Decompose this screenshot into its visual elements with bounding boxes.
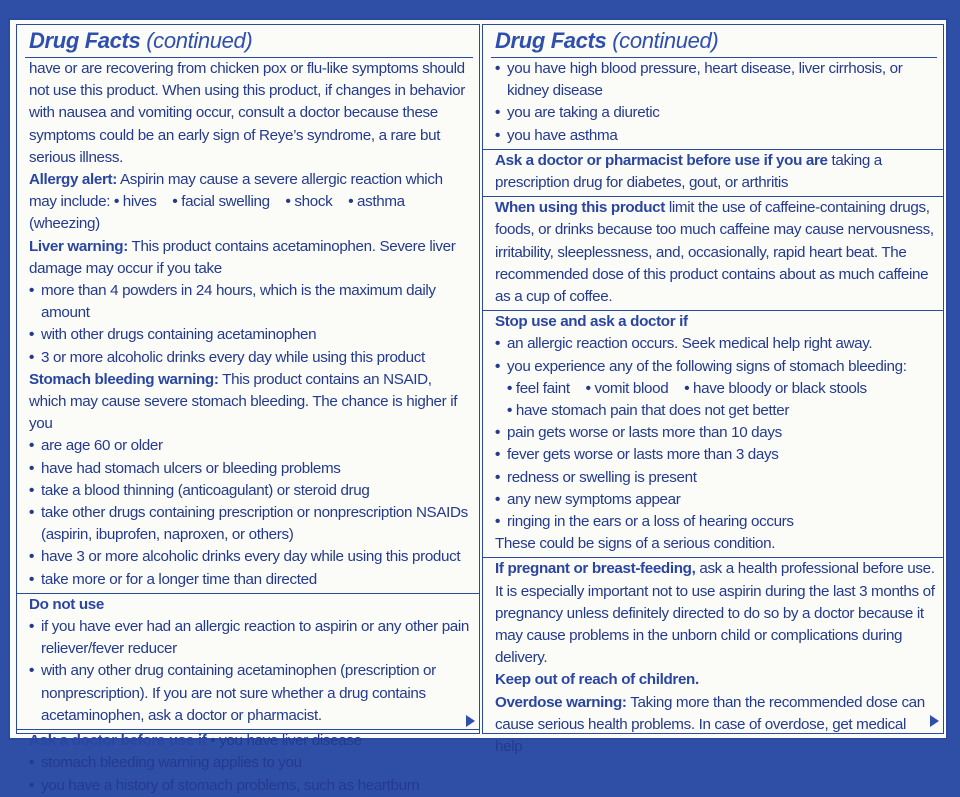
ask-pharmacist-title: Ask a doctor or pharmacist before use if you are <box>495 151 828 169</box>
stomach-title: Stomach bleeding warning: <box>29 370 219 388</box>
when-using-section <box>483 196 943 308</box>
overdose-title: Overdose warning: <box>495 693 627 711</box>
when-using-text: limit the use of caffeine-containing drugs, foods, or drinks because too much caffeine may cause nervousness, irritability, sleeplessness, and, occasionally, rapid heart beat. The recommended dose of this product contains about as much caffeine as a cup of coffee. <box>495 199 934 306</box>
list-item: • more than 4 powders in 24 hours, which is the maximum daily amount <box>29 282 436 322</box>
list-item: • redness or swelling is present <box>495 468 697 486</box>
list-item: • an allergic reaction occurs. Seek medical help right away. <box>495 335 873 353</box>
intro-text: have or are recovering from chicken pox or flu-like symptoms should not use this product. When using this product, if changes in behavior with nausea and vomiting occur, consult a doctor because these symptoms could be an early sign of Reye’s syndrome, a rare but serious illness. <box>29 60 465 166</box>
stomach-warning <box>29 369 471 436</box>
do-not-use-section <box>17 593 479 727</box>
stop-use-section <box>483 310 943 555</box>
list-item: • any new symptoms appear <box>495 490 681 508</box>
allergy-item: • asthma (wheezing) <box>29 193 405 233</box>
list-item: • take other drugs containing prescription or nonprescription NSAIDs (aspirin, ibuprofen, naproxen, or others) <box>29 504 468 544</box>
allergy-item: • shock <box>285 193 333 211</box>
sign-item: • feel faint <box>507 379 570 397</box>
list-item: • pain gets worse or lasts more than 10 days <box>495 424 782 442</box>
stop-use-title: Stop use and ask a doctor if <box>495 313 688 331</box>
list-item: • if you have ever had an allergic reaction to aspirin or any other pain reliever/fever reducer <box>29 618 470 658</box>
allergy-title: Allergy alert: <box>29 171 117 189</box>
list-item: • take more or for a longer time than directed <box>29 570 317 588</box>
header-continued: (continued) <box>612 28 719 53</box>
left-column <box>16 24 480 794</box>
liver-title: Liver warning: <box>29 237 128 255</box>
pregnant-title: If pregnant or breast-feeding, <box>495 560 696 578</box>
liver-warning <box>29 236 471 280</box>
list-item: • have had stomach ulcers or bleeding problems <box>29 459 341 477</box>
list-item: • you are taking a diuretic <box>495 104 660 122</box>
continue-arrow-icon <box>930 715 939 727</box>
drug-facts-header-right <box>491 27 937 58</box>
right-column <box>482 24 944 756</box>
drug-facts-header-left <box>25 27 473 58</box>
when-using-title: When using this product <box>495 199 665 217</box>
allergy-alert <box>29 169 471 236</box>
liver-text: This product contains acetaminophen. Severe liver damage may occur if you take <box>29 237 456 277</box>
do-not-use-title: Do not use <box>29 595 104 613</box>
list-item: • you have a history of stomach problems, such as heartburn <box>29 776 420 794</box>
list-item: • fever gets worse or lasts more than 3 days <box>495 446 779 464</box>
list-item: • with any other drug containing acetaminophen (prescription or nonprescription). If you are not sure whether a drug contains acetaminophen, ask a doctor or pharmacist. <box>29 662 436 724</box>
ask-doctor-line: Ask a doctor before use if • you have liver disease <box>29 732 362 750</box>
drug-facts-label <box>8 18 948 794</box>
stop-use-closing: These could be signs of a serious condition. <box>495 535 776 553</box>
stomach-text: This product contains an NSAID, which may cause severe stomach bleeding. The chance is higher if you <box>29 370 458 433</box>
list-item: • you have asthma <box>495 126 618 144</box>
ask-pharmacist-text: taking a prescription drug for diabetes, gout, or arthritis <box>495 151 882 192</box>
overdose-text: Taking more than the recommended dose can cause serious health problems. In case of overdose, get medical help <box>495 693 925 756</box>
list-item: • ringing in the ears or a loss of hearing occurs <box>495 513 794 531</box>
header-title: Drug Facts <box>29 28 141 53</box>
keep-out-text: Keep out of reach of children. <box>495 671 699 689</box>
allergy-text: Aspirin may cause a severe allergic reaction which may include: <box>29 171 443 211</box>
continue-arrow-icon <box>466 715 475 727</box>
list-item: • stomach bleeding warning applies to you <box>29 754 302 772</box>
header-title: Drug Facts <box>495 28 607 53</box>
allergy-item: • hives <box>113 193 157 211</box>
allergy-item: • facial swelling <box>172 193 270 211</box>
header-continued: (continued) <box>146 28 253 53</box>
list-item: • take a blood thinning (anticoagulant) or steroid drug <box>29 481 370 499</box>
list-item: • 3 or more alcoholic drinks every day while using this product <box>29 348 425 366</box>
ask-doctor-first: you have liver disease <box>219 732 362 750</box>
top-band <box>0 0 960 18</box>
ask-doctor-title: Ask a doctor before use if <box>29 732 207 750</box>
list-item: • are age 60 or older <box>29 437 163 455</box>
sign-item: • have bloody or black stools <box>684 379 867 397</box>
sign-item: • vomit blood <box>585 379 669 397</box>
bleeding-signs <box>495 378 935 400</box>
list-item: • you have high blood pressure, heart disease, liver cirrhosis, or kidney disease <box>495 60 903 100</box>
list-item: • you experience any of the following signs of stomach bleeding: <box>495 357 907 375</box>
pregnant-text: ask a health professional before use. It is especially important not to use aspirin during the last 3 months of pregnancy unless definitely directed to do so by a doctor because it may cause problems in the unborn child or complications during delivery. <box>495 560 935 667</box>
list-item: • with other drugs containing acetaminophen <box>29 326 317 344</box>
ask-doctor-section <box>17 729 479 797</box>
list-item: • have 3 or more alcoholic drinks every day while using this product <box>29 548 461 566</box>
sign-item: • have stomach pain that does not get better <box>507 402 790 420</box>
ask-pharmacist-section <box>483 149 943 194</box>
pregnant-section <box>483 557 943 758</box>
